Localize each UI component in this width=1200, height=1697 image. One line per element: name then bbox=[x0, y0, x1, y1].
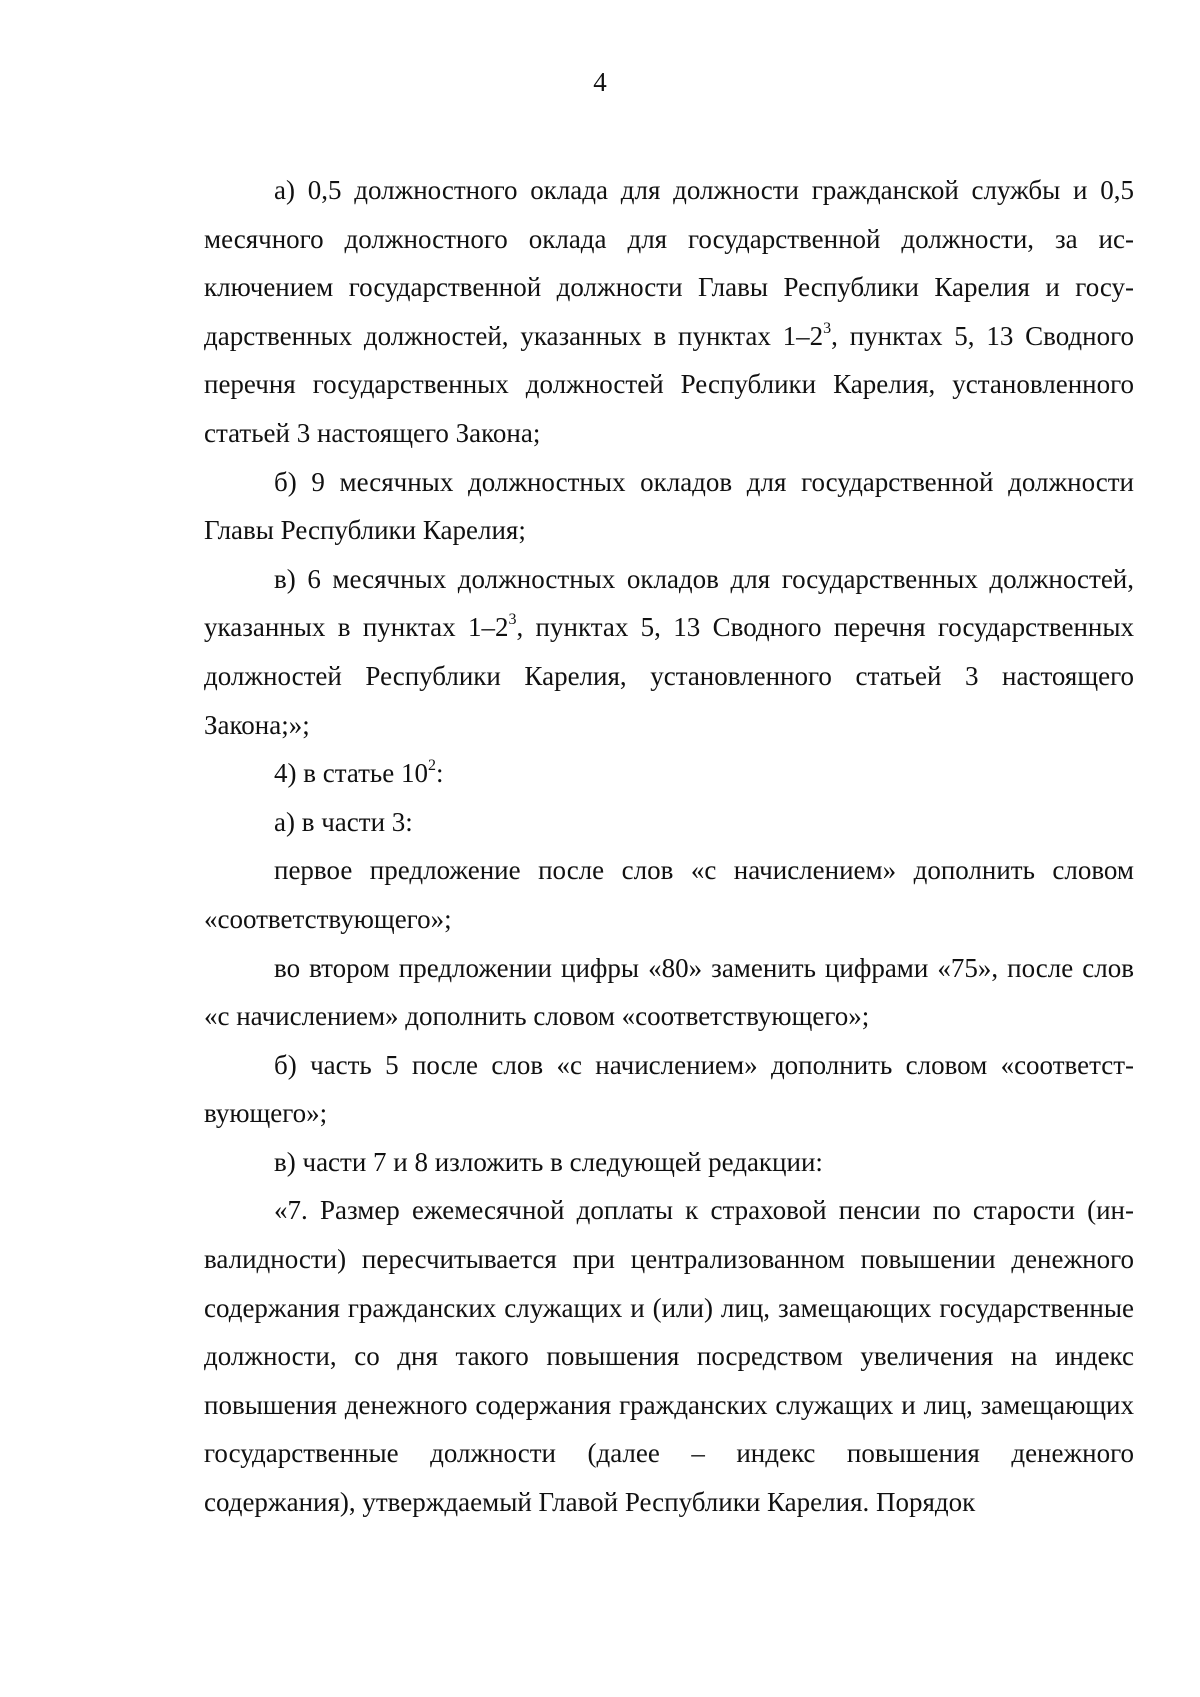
paragraph-part-3: а) в части 3: bbox=[274, 806, 413, 837]
paragraph-part-7-text: «7. Размер ежемесячной доплаты к страховой пенсии по старости (инвалидности) пересчитывается при централизованном повышении денежного содержания гражданских служащих и (или) лиц, замещающих государственные должности, со дня такого повышения посредством увеличения на индекс повышения денежного содержания гражданских служащих и лиц, замещающих государственные должности (далее – индекс повышения денежного содержания), утверждаемый Главой Республики Карелия. Порядок bbox=[204, 1195, 1134, 1518]
paragraph-article-10-2: 4) в статье $10^2$: bbox=[274, 757, 444, 789]
paragraph-parts-7-8: в) части 7 и 8 изложить в следующей редакции: bbox=[274, 1146, 823, 1177]
paragraph-first-sentence: первое предложение после слов «с начислением» дополнить словом «соответствующего»; bbox=[204, 855, 1134, 934]
paragraph-part-5: б) часть 5 после слов «с начислением» дополнить словом «соответствующего»; bbox=[204, 1049, 1134, 1129]
document-body bbox=[204, 166, 1134, 1527]
paragraph-second-sentence: во втором предложении цифры «80» заменить цифрами «75», после слов «с начислением» дополнить словом «соответствующего»; bbox=[204, 952, 1134, 1032]
paragraph-a-salary-share: а) 0,5 должностного оклада для должности гражданской службы и 0,5 месячного должностного оклада для государственной должности, за исключением государственной должности Главы Республики Карелия и государственных должностей, указанных в пунктах $1-2^3$, пунктах 5, 13 Сводного перечня государственных должностей Республики Карелия, установленного статьей 3 настоящего Закона; bbox=[204, 175, 1135, 448]
paragraph-b-head-salaries: б) 9 месячных должностных окладов для государственной должности Главы Республики Карелия; bbox=[204, 466, 1134, 546]
paragraph-v-six-salaries: в) 6 месячных должностных окладов для государственных должностей, указанных в пунктах $1-2^3$, пунктах 5, 13 Сводного перечня государственных должностей Республики Карелия, установленного статьей 3 настоящего Закона;»; bbox=[204, 563, 1135, 740]
page-number: 4 bbox=[593, 67, 607, 97]
